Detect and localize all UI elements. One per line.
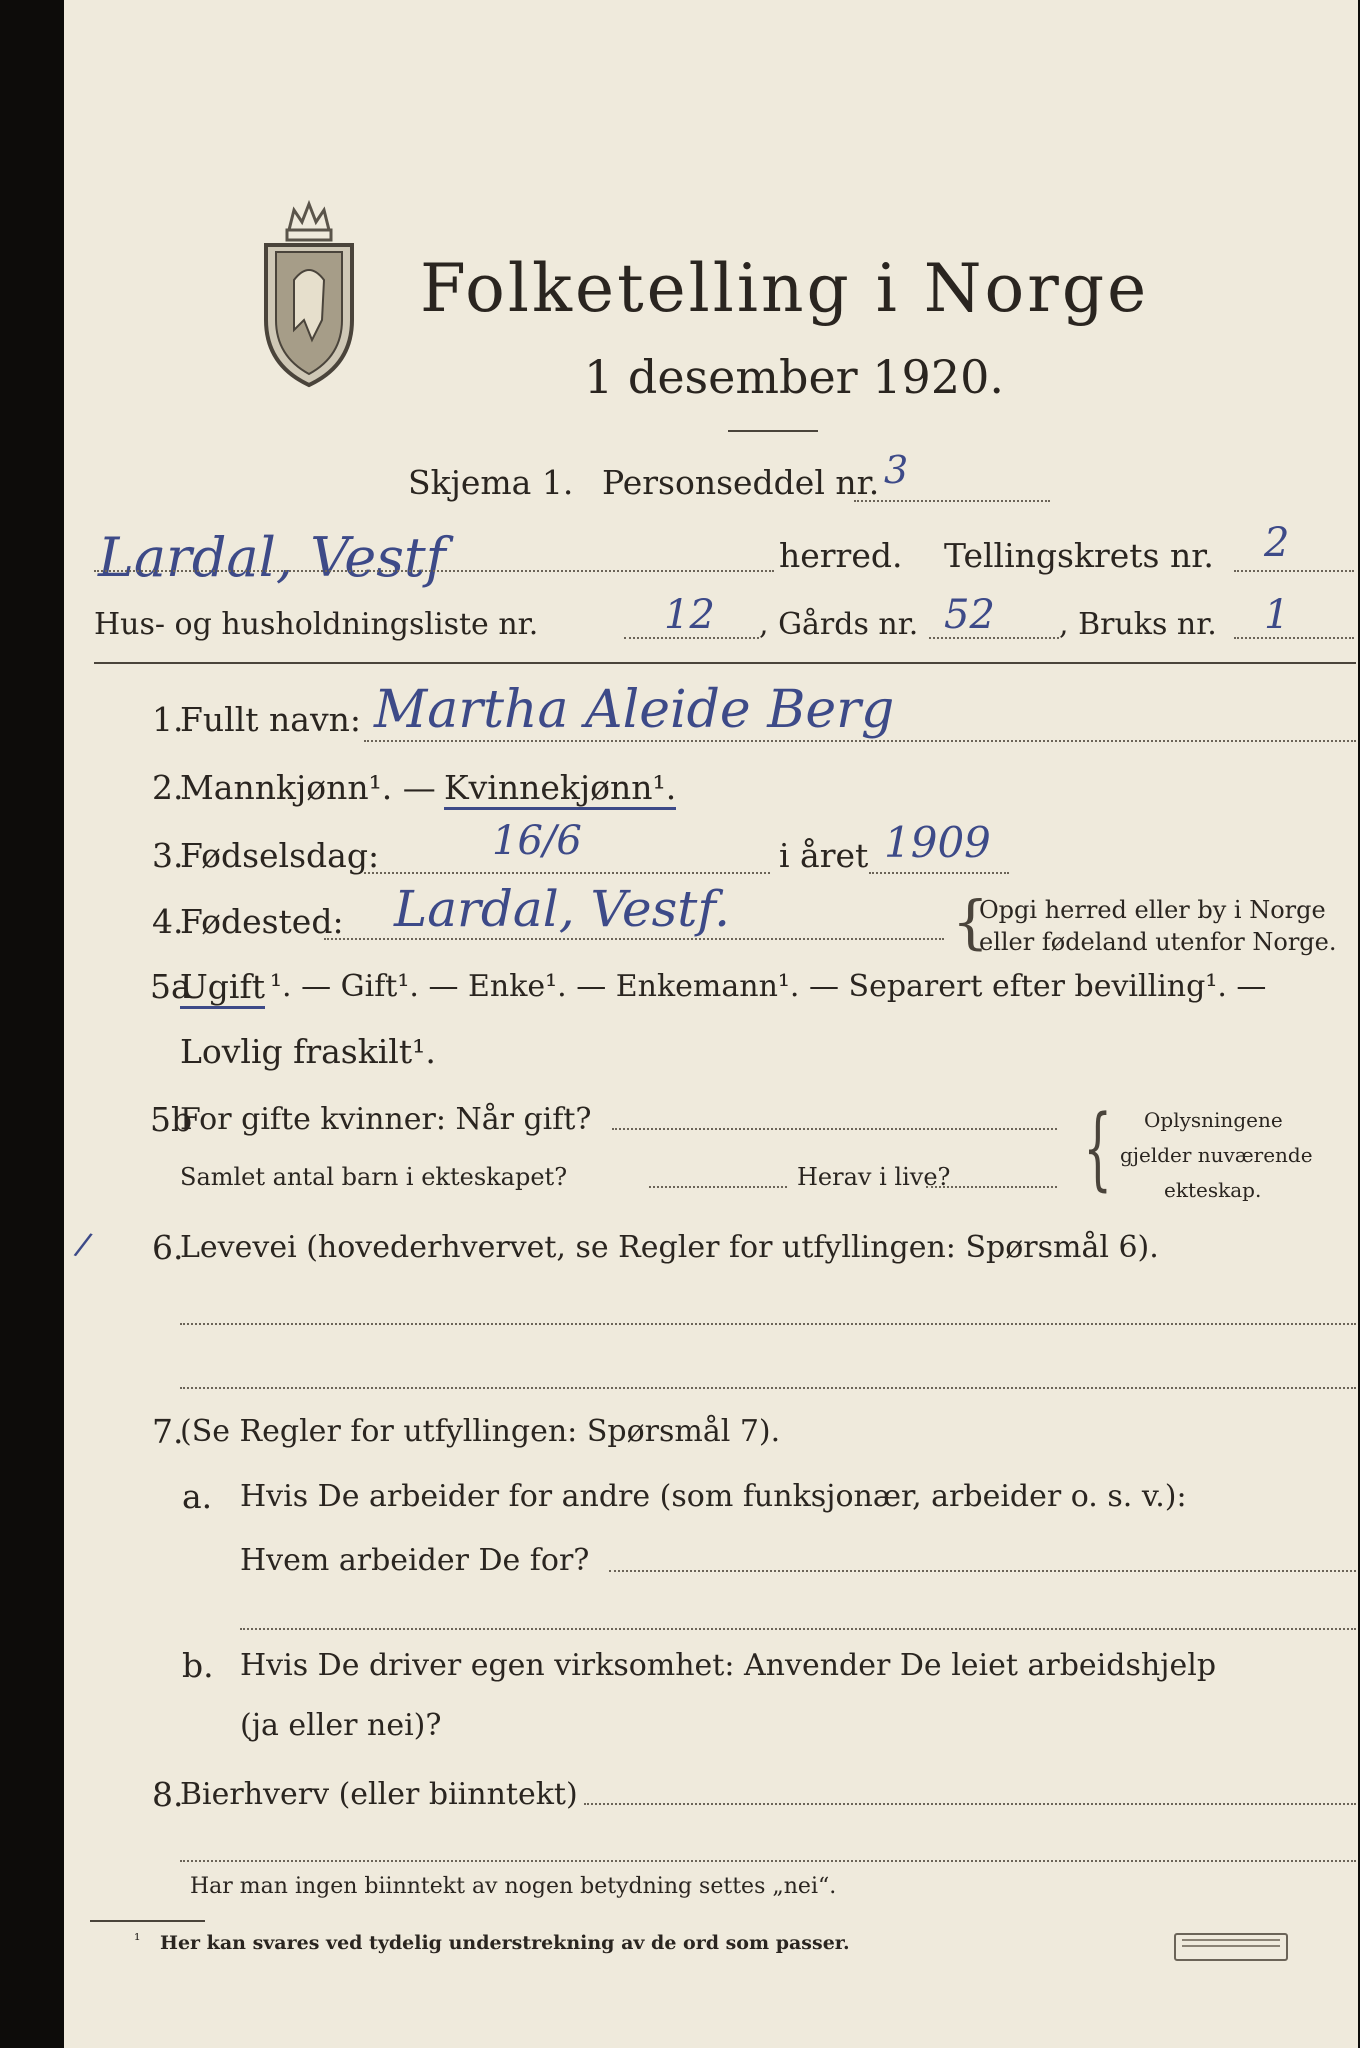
q4-number: 4. [152,902,184,941]
q4-note-1: Opgi herred eller by i Norge [979,896,1326,924]
title-divider [728,430,818,432]
q8-number: 8. [152,1775,184,1814]
footnote-divider [90,1920,205,1922]
q3-year-label: i året [779,836,869,875]
bruks-label: , Bruks nr. [1059,607,1217,642]
q5b-label-2: Samlet antal barn i ekteskapet? [180,1163,568,1191]
census-form [64,0,1358,2048]
footer-note: Har man ingen biinntekt av nogen betydning settes „nei“. [190,1874,837,1899]
q6-tick-mark: / [71,1224,95,1264]
tellingskrets-value: 2 [1264,520,1290,566]
q5b-brace: { [1083,1096,1112,1201]
norwegian-coat-of-arms-icon [254,190,364,390]
tellingskrets-label: Tellingskrets nr. [944,536,1214,575]
personseddel-value: 3 [884,448,909,492]
tellingskrets-line [1234,570,1354,572]
q6-line-1 [180,1323,1356,1325]
q8-line-1 [584,1803,1356,1805]
q5b-line-2 [649,1186,787,1188]
personseddel-line [854,500,1050,502]
q5a-fraskilt: Lovlig fraskilt¹. [180,1032,436,1071]
schema-label: Skjema 1. [408,463,574,502]
q2-number: 2. [152,768,184,807]
footnote-mark: ¹ [134,1930,141,1949]
q7a-label-2: Hvem arbeider De for? [240,1543,590,1578]
q7-number: 7. [152,1412,184,1451]
printer-stamp-icon [1174,1933,1288,1961]
q6-line-2 [180,1387,1356,1389]
hus-line [624,637,759,639]
q5b-label-1: For gifte kvinner: Når gift? [180,1102,592,1137]
q7b-number: b. [182,1646,214,1685]
gards-line [929,637,1059,639]
gards-label: , Gårds nr. [759,607,919,642]
gards-value: 52 [944,592,995,638]
q8-line-2 [180,1860,1356,1862]
q4-label: Fødested: [180,902,344,941]
form-title: Folketelling i Norge [420,250,1150,327]
q7b-label-2: (ja eller nei)? [240,1708,442,1743]
q5a-ugift: Ugift [180,967,265,1009]
herred-value: Lardal, Vestf [98,526,446,589]
q5b-label-3: Herav i live? [797,1163,951,1191]
q2-kvinne: Kvinnekjønn¹. [444,768,676,810]
personseddel-label: Personseddel nr. [602,463,880,502]
q4-birthplace: Lardal, Vestf. [394,880,730,938]
q5a-number: 5a [150,967,191,1006]
q5a-options: ¹. — Gift¹. — Enke¹. — Enkemann¹. — Separert efter bevilling¹. — [270,969,1267,1004]
q5b-line-1 [612,1128,1057,1130]
q1-full-name: Martha Aleide Berg [374,680,895,740]
header-divider [94,662,1356,664]
q5b-note-1: Oplysningene [1144,1108,1283,1132]
q7b-label: Hvis De driver egen virksomhet: Anvender De leiet arbeidshjelp [240,1648,1217,1683]
bruks-value: 1 [1264,592,1290,638]
q7a-line-1 [609,1570,1356,1572]
q6-number: 6. [152,1228,184,1267]
footnote-text: Her kan svares ved tydelig understrekning av de ord som passer. [160,1932,850,1954]
q7a-number: a. [182,1477,213,1516]
bruks-line [1234,637,1354,639]
q4-line [324,938,944,940]
herred-line [94,570,774,572]
q5b-line-3 [926,1186,1057,1188]
q4-brace: { [952,888,989,956]
hus-label: Hus- og husholdningsliste nr. [94,607,539,642]
q7a-line-2 [240,1628,1356,1630]
q3-label: Fødselsdag: [180,836,380,875]
q1-label: Fullt navn: [180,700,361,739]
q5b-number: 5b [150,1100,193,1139]
q1-number: 1. [152,700,184,739]
q3-year: 1909 [884,818,991,867]
q5b-note-3: ekteskap. [1164,1178,1262,1202]
herred-label: herred. [779,536,903,575]
q2-mann: Mannkjønn¹. — [180,768,436,807]
q4-note-2: eller fødeland utenfor Norge. [979,928,1337,956]
q7a-label: Hvis De arbeider for andre (som funksjonær, arbeider o. s. v.): [240,1479,1187,1514]
q1-line [364,740,1356,742]
q3-birthday: 16/6 [492,818,582,864]
q3-line [364,872,770,874]
q7-label: (Se Regler for utfyllingen: Spørsmål 7). [180,1414,781,1449]
q3-year-line [869,872,1009,874]
census-date: 1 desember 1920. [584,350,1004,404]
q3-number: 3. [152,836,184,875]
q6-label: Levevei (hovederhvervet, se Regler for utfyllingen: Spørsmål 6). [180,1230,1159,1265]
q8-label: Bierhverv (eller biinntekt) [180,1777,578,1812]
hus-value: 12 [664,592,715,638]
q5b-note-2: gjelder nuværende [1120,1143,1313,1167]
